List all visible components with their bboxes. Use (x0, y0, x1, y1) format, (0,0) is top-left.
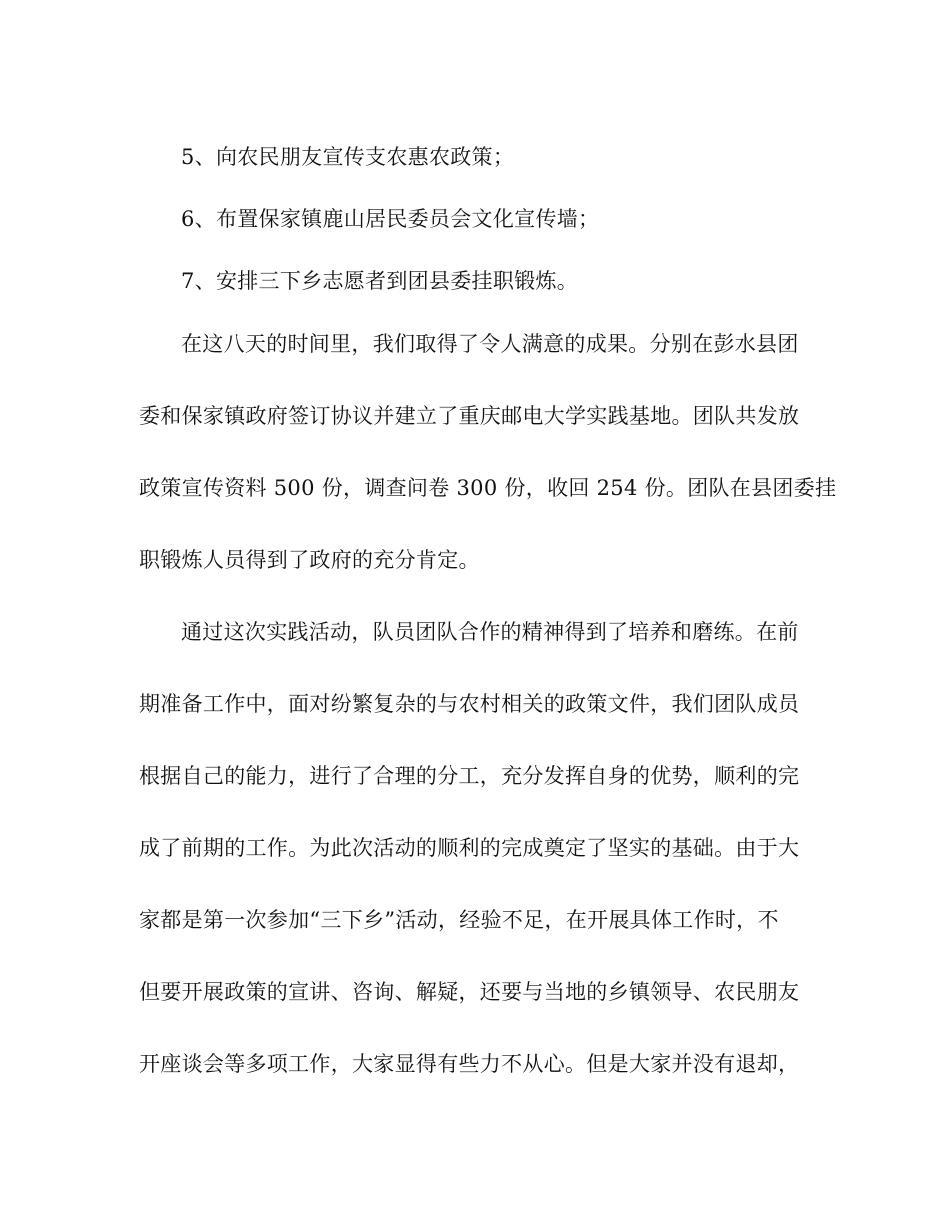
paragraph-1-line-2: 委和保家镇政府签订协议并建立了重庆邮电大学实践基地。团队共发放 (139, 404, 800, 428)
paragraph-2-line-1: 通过这次实践活动，队员团队合作的精神得到了培养和磨练。在前 (181, 620, 799, 644)
paragraph-1-line-3: 政策宣传资料 500 份，调查问卷 300 份，收回 254 份。团队在县团委挂 (139, 476, 837, 500)
paragraph-2-line-5: 家都是第一次参加“三下乡”活动，经验不足，在开展具体工作时，不 (139, 908, 779, 932)
paragraph-1-line-4: 职锻炼人员得到了政府的充分肯定。 (139, 548, 480, 572)
list-item-7: 7、安排三下乡志愿者到团县委挂职锻炼。 (181, 269, 579, 293)
paragraph-1-line-1: 在这八天的时间里，我们取得了令人满意的成果。分别在彭水县团 (181, 332, 799, 356)
list-item-5: 5、向农民朋友宣传支农惠农政策； (181, 145, 515, 169)
paragraph-2-line-4: 成了前期的工作。为此次活动的顺利的完成奠定了坚实的基础。由于大 (139, 836, 800, 860)
paragraph-2-line-2: 期准备工作中，面对纷繁复杂的与农村相关的政策文件，我们团队成员 (139, 692, 800, 716)
paragraph-2-line-3: 根据自己的能力，进行了合理的分工，充分发挥自身的优势，顺利的完 (139, 764, 800, 788)
paragraph-2-line-7: 开座谈会等多项工作，大家显得有些力不从心。但是大家并没有退却， (139, 1052, 800, 1076)
list-item-6: 6、布置保家镇鹿山居民委员会文化宣传墙； (181, 207, 600, 231)
paragraph-2-line-6: 但要开展政策的宣讲、咨询、解疑，还要与当地的乡镇领导、农民朋友 (139, 980, 800, 1004)
